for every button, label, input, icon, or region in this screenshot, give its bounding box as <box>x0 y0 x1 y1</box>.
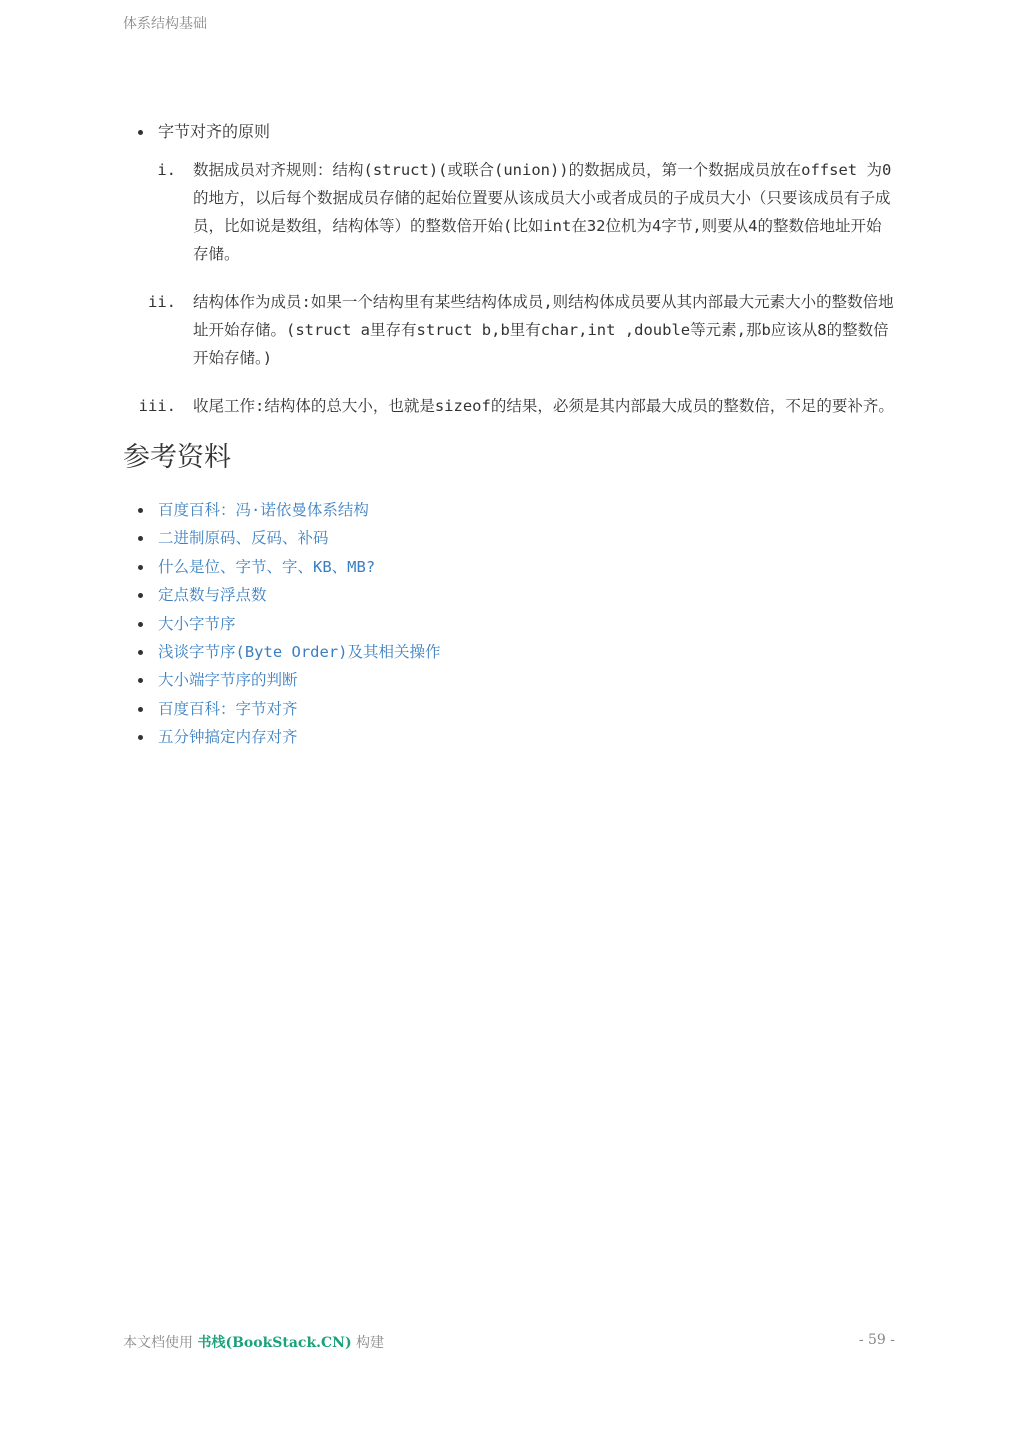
rule-number: i. <box>157 161 176 179</box>
footer-prefix: 本文档使用 <box>123 1335 198 1351</box>
bullet-dot-icon <box>138 130 143 135</box>
reference-link[interactable]: 大小字节序 <box>158 614 236 633</box>
reference-item <box>123 695 895 723</box>
rule-item <box>123 288 895 372</box>
rule-text: 结构体作为成员:如果一个结构里有某些结构体成员,则结构体成员要从其内部最大元素大小的整数倍地址开始存储。(struct a里存有struct b,b里有char,int ,double等元素,那b应该从8的整数倍开始存储。) <box>193 293 894 367</box>
alignment-principles-bullet <box>123 118 895 146</box>
rule-item <box>123 392 895 420</box>
references-heading: 参考资料 <box>123 442 231 473</box>
bullet-dot-icon <box>138 593 143 598</box>
references-list <box>123 496 895 752</box>
alignment-rules-list <box>123 156 895 420</box>
running-header: 体系结构基础 <box>123 16 207 32</box>
reference-item <box>123 496 895 524</box>
reference-item <box>123 581 895 609</box>
reference-link[interactable]: 什么是位、字节、字、KB、MB? <box>158 557 376 576</box>
reference-item <box>123 723 895 751</box>
rule-item <box>123 156 895 268</box>
bullet-dot-icon <box>138 650 143 655</box>
rule-text: 收尾工作:结构体的总大小，也就是sizeof的结果，必须是其内部最大成员的整数倍，不足的要补齐。 <box>193 397 894 415</box>
rule-text: 数据成员对齐规则：结构(struct)(或联合(union))的数据成员，第一个数据成员放在offset 为0的地方，以后每个数据成员存储的起始位置要从该成员大小或者成员的子成员大小（只要该成员有子成员，比如说是数组，结构体等）的整数倍开始(比如int在32位机为4字节,则要从4的整数倍地址开始存储。 <box>193 161 892 263</box>
bullet-text: 字节对齐的原则 <box>158 122 271 141</box>
footer-credit <box>123 1332 384 1352</box>
bookstack-link[interactable]: 书栈(BookStack.CN) <box>197 1335 352 1351</box>
reference-item <box>123 610 895 638</box>
reference-item <box>123 666 895 694</box>
reference-link[interactable]: 大小端字节序的判断 <box>158 671 298 690</box>
bullet-dot-icon <box>138 707 143 712</box>
reference-link[interactable]: 五分钟搞定内存对齐 <box>158 728 298 747</box>
bullet-dot-icon <box>138 508 143 513</box>
reference-link[interactable]: 百度百科：冯·诺依曼体系结构 <box>158 501 369 519</box>
footer-suffix: 构建 <box>351 1335 385 1351</box>
reference-link[interactable]: 百度百科：字节对齐 <box>158 699 298 718</box>
bullet-dot-icon <box>138 536 143 541</box>
reference-item <box>123 553 895 581</box>
reference-item <box>123 638 895 666</box>
rule-number: ii. <box>148 293 176 311</box>
bullet-dot-icon <box>138 565 143 570</box>
rule-number: iii. <box>138 397 176 415</box>
bullet-dot-icon <box>138 735 143 740</box>
bullet-dot-icon <box>138 678 143 683</box>
bullet-dot-icon <box>138 622 143 627</box>
page-number: - 59 - <box>858 1332 895 1348</box>
reference-link[interactable]: 定点数与浮点数 <box>158 586 267 605</box>
page-content <box>123 118 895 752</box>
reference-item <box>123 524 895 552</box>
reference-link[interactable]: 二进制原码、反码、补码 <box>158 529 329 548</box>
reference-link[interactable]: 浅谈字节序(Byte Order)及其相关操作 <box>158 643 441 662</box>
